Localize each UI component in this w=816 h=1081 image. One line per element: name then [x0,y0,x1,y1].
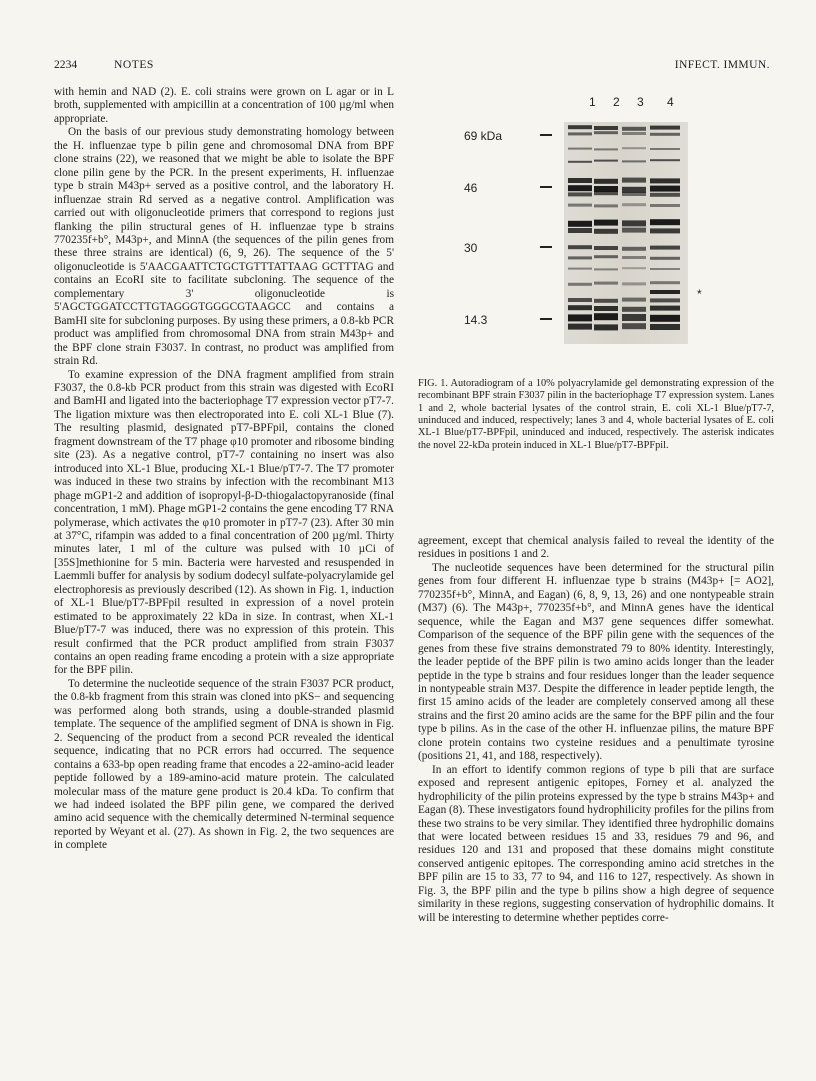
gel-band [568,298,592,302]
gel-band [622,282,646,285]
gel-band [568,185,592,191]
gel-band [650,204,680,207]
gel-band [568,178,592,183]
marker-tick [540,134,552,136]
gel-band [650,257,680,260]
gel-band [594,160,618,162]
gel-band [622,127,646,131]
gel-band [622,192,646,196]
gel-band [622,267,646,269]
gel-band [650,126,680,130]
gel-band [622,307,646,312]
gel-band [622,314,646,321]
gel-band [568,256,592,259]
marker-tick [540,246,552,248]
gel-band [568,125,592,129]
gel-band [594,131,618,134]
gel-band [622,220,646,226]
gel-band [568,324,592,330]
marker-label: 30 [464,241,478,255]
gel-band [594,306,618,311]
lane-label: 3 [637,95,644,109]
marker-tick [540,186,552,188]
gel-band [594,148,618,150]
journal-name: INFECT. IMMUN. [674,58,770,71]
gel-band [650,246,680,250]
figure-caption [418,378,774,452]
gel-band [594,191,618,195]
gel-band [594,204,618,207]
gel-band [568,268,592,270]
gel-band [650,268,680,270]
gel-band [622,187,646,193]
gel-band [650,219,680,225]
lane-label: 1 [589,95,596,109]
gel-band [594,126,618,130]
asterisk-marker: * [697,287,702,301]
gel-band [622,256,646,259]
marker-label: 14.3 [464,313,488,327]
right-column [418,535,774,925]
paragraph: In an effort to identify common regions of type b pili that are surface exposed and represent antigenic epitopes, Forney et al. analyzed the hydrophilicity of the pilin proteins expressed by the type b strains M43p+ and Eagan (8). These investigators found hydrophilicity profiles for the pilins from these two strains to be very similar. They identified three hydrophilic domains that were located between residues 15 and 33, residues 79 and 96, and residues 120 and 131 and proposed that these domains might constitute conserved antigenic epitopes. The corresponding amino acid stretches in the BPF pilin are 15 to 33, 77 to 94, and 116 to 127, respectively. As shown in Fig. 3, the BPF pilin and the type b pilins show a high degree of sequence similarity in these regions, suggesting conservation of hydrophilic domains. It will be interesting to determine whether peptides corre- [418,763,774,924]
gel-band [568,283,592,286]
gel-band [568,228,592,233]
gel-band [568,221,592,227]
lane-label: 4 [667,95,674,109]
gel-band [650,281,680,284]
gel-band [622,132,646,135]
gel-band [650,298,680,302]
gel-band [650,159,680,161]
gel-band [622,147,646,149]
gel-band [622,203,646,206]
page-number: 2234 [54,58,78,71]
gel-figure [418,86,774,386]
lane-label: 2 [613,95,620,109]
gel-band [568,192,592,196]
marker-label: 46 [464,181,478,195]
left-column [54,86,394,853]
gel-band [650,178,680,183]
gel-band [594,220,618,226]
paragraph: with hemin and NAD (2). E. coli strains were grown on L agar or in L broth, supplemented with ampicillin at a concentration of 100 µg/ml when appropriate. [54,86,394,125]
caption-label: FIG. 1. [418,378,448,389]
section-title: NOTES [114,58,154,71]
page-header [54,58,770,76]
gel-band [650,306,680,311]
gel-band [622,247,646,251]
marker-label: 69 kDa [464,129,503,143]
paragraph: To determine the nucleotide sequence of the strain F3037 PCR product, the 0.8-kb fragment from this strain was cloned into pKS− and sequencing was performed along both strands, using a double-stranded plasmid template. The sequence of the amplified segment of DNA is shown in Fig. 2. Sequencing of the product from a second PCR revealed the identical sequence, indicating that no PCR errors had occurred. The sequence contains a 633-bp open reading frame that encodes a 22-amino-acid leader peptide followed by a 189-amino-acid mature protein. The calculated molecular mass of the mature gene product is 20.4 kDa. To confirm that we had indeed isolated the BPF pilin gene, we compared the derived amino acid sequence with the chemically determined N-terminal sequence reported by Weyant et al. (27). As shown in Fig. 2, the two sequences are in complete [54,677,394,852]
gel-band [650,186,680,192]
gel-band [650,133,680,136]
gel-band [622,298,646,302]
gel-band [622,228,646,233]
gel-band [622,160,646,162]
gel-band [568,314,592,321]
gel-band [594,229,618,234]
gel-band [568,245,592,249]
gel-band [594,299,618,303]
caption-text: Autoradiogram of a 10% polyacrylamide gel demonstrating expression of the recombinant BPF strain F3037 pilin in the bacteriophage T7 expression system. Lanes 1 and 2, whole bacterial lysates of the control strain, E. coli XL-1 Blue/pT7-7, uninduced and induced, respectively; lanes 3 and 4, whole bacterial lysates of E. coli XL-1 Blue/pT7-BPFpil, uninduced and induced, respectively. The asterisk indicates the novel 22-kDa protein induced in XL-1 Blue/pT7-BPFpil. [418,378,774,451]
marker-tick [540,318,552,320]
gel-band [650,324,680,330]
gel-band [594,255,618,258]
gel-band [650,315,680,322]
gel-band [594,246,618,250]
induced-band [650,290,680,294]
gel-band [568,204,592,207]
gel-band [650,228,680,233]
paragraph: agreement, except that chemical analysis failed to reveal the identity of the residues in positions 1 and 2. [418,535,774,561]
gel-band [622,323,646,329]
gel-band [594,268,618,270]
gel-band [622,178,646,183]
gel-band [594,179,618,184]
gel-band [594,313,618,320]
gel-band [568,161,592,163]
gel-band [594,282,618,285]
gel-band [594,324,618,330]
gel-band [594,186,618,192]
paragraph: To examine expression of the DNA fragment amplified from strain F3037, the 0.8-kb PCR product from this strain was digested with EcoRI and BamHI and ligated into the bacteriophage T7 expression vector pT7-7. The ligation mixture was then electroporated into E. coli XL-1 Blue (7). The resulting plasmid, designated pT7-BPFpil, contains the cloned fragment downstream of the T7 phage φ10 promoter and ribosome binding site (23). As a negative control, pT7-7 containing no insert was also introduced into XL-1 Blue, producing XL-1 Blue/pT7-7. The T7 promoter was induced in these two strains by infection with the recombinant M13 phage mGP1-2 and addition of isopropyl-β-D-thiogalactopyranoside (final concentration, 1 mM). Phage mGP1-2 contains the gene encoding T7 RNA polymerase, which activates the φ10 promoter in pT7-7 (23). After 30 min at 37°C, rifampin was added to a final concentration of 200 µg/ml. Thirty minutes later, 1 ml of the culture was pulsed with 10 µCi of [35S]methionine for 5 min. Bacteria were harvested and resuspended in Laemmli buffer for analysis by sodium dodecyl sulfate-polyacrylamide gel electrophoresis as previously described (12). As shown in Fig. 1, induction of XL-1 Blue/pT7-BPFpil resulted in expression of a novel protein estimated to be approximately 22 kDa in size. In contrast, when XL-1 Blue/pT7-7 was induced, there was no expression of this protein. This result confirmed that the PCR product amplified from strain F3037 contains an open reading frame encoding a protein with a size appropriate for the BPF pilin. [54,368,394,677]
paragraph: The nucleotide sequences have been determined for the structural pilin genes from four different H. influenzae type b strains (M43p+ [= AO2], 770235f+b°, MinnA, and Eagan) (6, 8, 9, 13, 26) and one nontypeable strain (M37) (6). The M43p+, 770235f+b°, and MinnA genes have the identical sequence, while the Eagan and M37 gene sequences differ somewhat. Comparison of the sequence of the BPF pilin gene with the sequences of the genes from these five strains demonstrated 79 to 80% identity. Interestingly, the leader peptide of the BPF pilin is two amino acids longer than the leader peptide in the type b strains and four residues longer than the leader sequence in nontypeable strain M37. Despite the difference in leader peptide length, the first 15 amino acids of the leader are completely conserved among all these strains and the first 20 amino acids are the same for the BPF pilin and the four type b pilins. As in the case of the other H. influenzae pilins, the mature BPF clone protein contains two cysteine residues and a penultimate tyrosine (positions 21, 41, and 188, respectively). [418,561,774,763]
gel-band [568,148,592,150]
gel-band [568,132,592,135]
gel-band [568,305,592,310]
paragraph: On the basis of our previous study demonstrating homology between the H. influenzae type b pilin gene and chromosomal DNA from BPF clone strains (22), we reasoned that we might be able to isolate the BPF clone pilin gene by the PCR. In the present experiments, H. influenzae type b strain M43p+ served as a positive control, and the laboratory H. influenzae strain Rd served as a negative control. Amplification was carried out with oligonucleotide primers that correspond to regions just flanking the pilin structural genes of H. influenzae type b strains 770235f+b°, M43p+, and MinnA (the sequences of the pilin genes from these three strains are identical) (6, 9, 26). The sequence of the 5' oligonucleotide is 5'AACGAATTCTGCTGTTTATTAAG GCTTTAG and contains an EcoRI site to facilitate subcloning. The sequence of the complementary 3' oligonucleotide is 5'AGCTGGATCCTTGTAGGGTGGGCGTAAGCC and contains a BamHI site for subcloning purposes. By using these primers, a 0.8-kb PCR product was amplified from chromosomal DNA from strain M43p+ and the BPF clone strain F3037. In contrast, no product was amplified from strain Rd. [54,126,394,368]
gel-band [650,193,680,197]
gel-band [650,148,680,150]
